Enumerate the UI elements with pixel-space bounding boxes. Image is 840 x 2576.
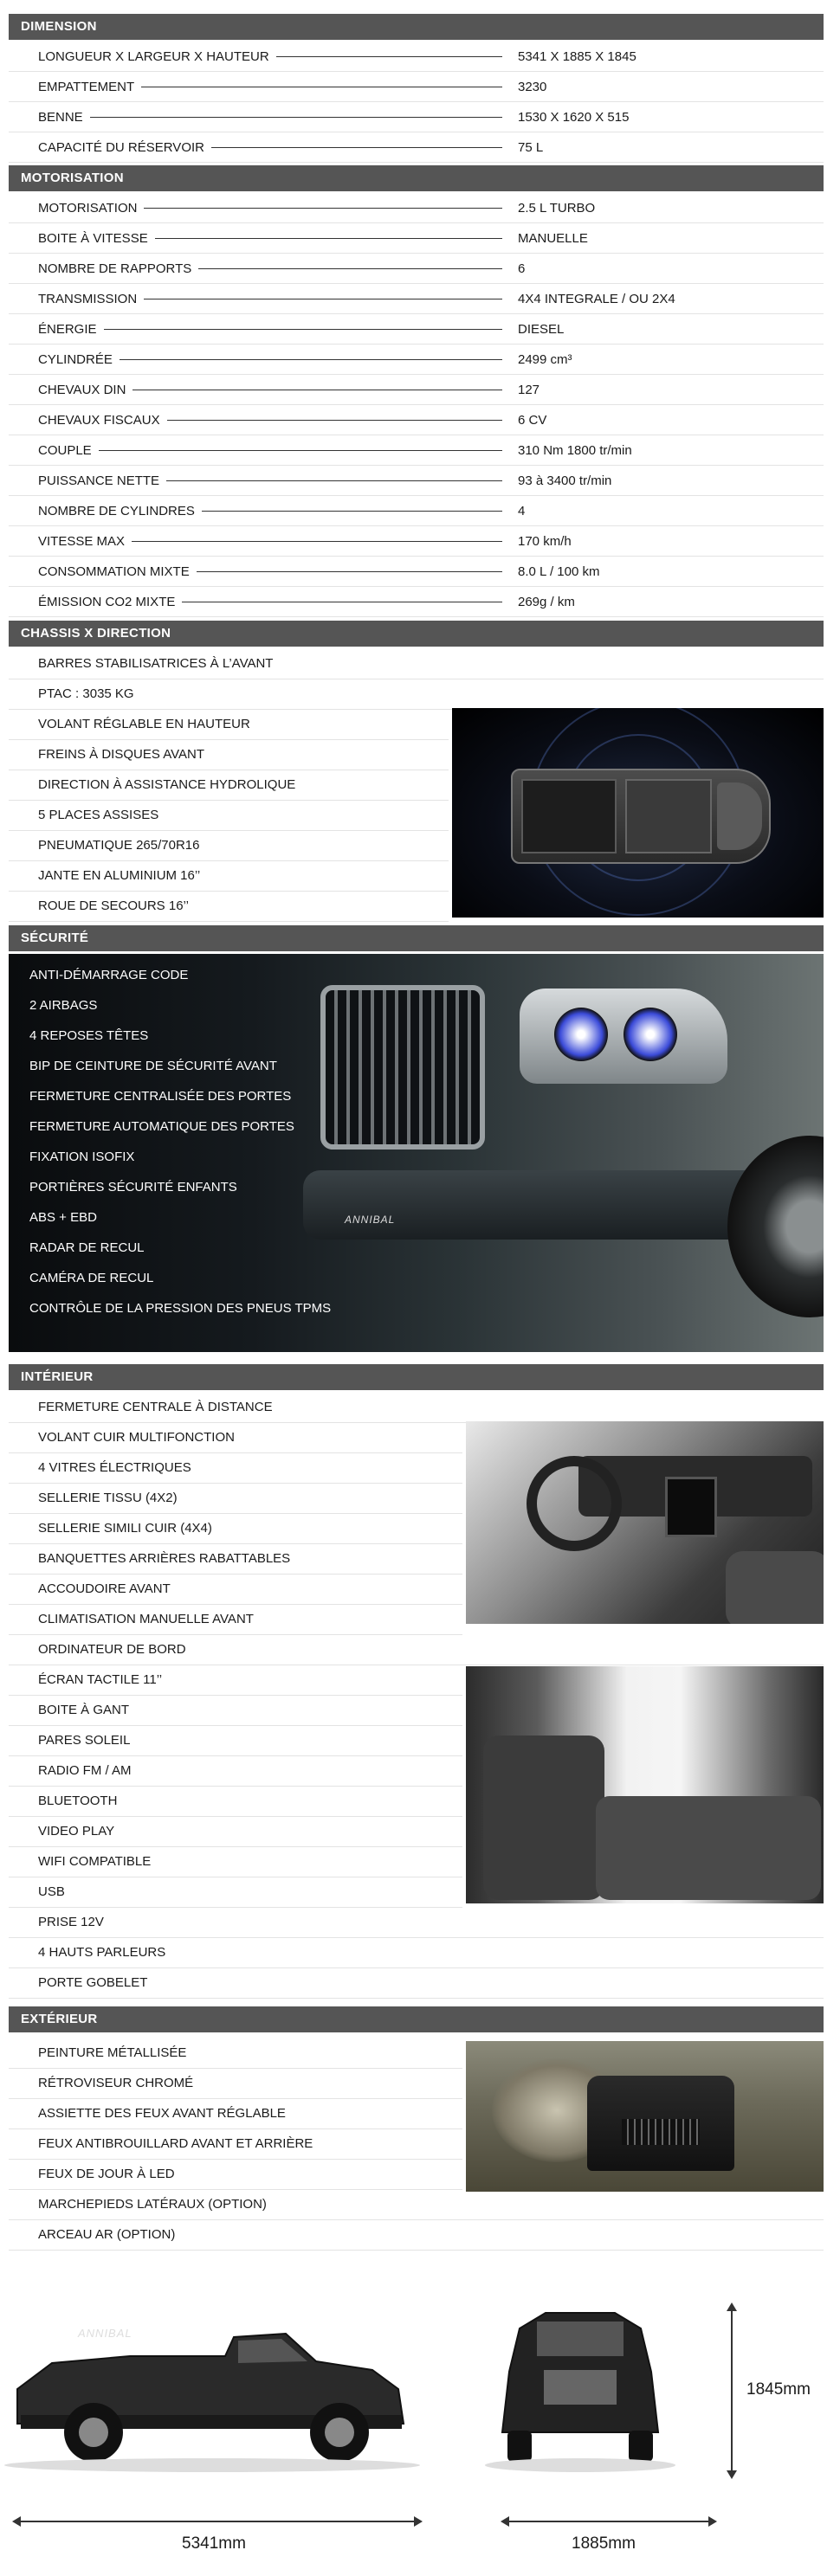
spec-row xyxy=(9,193,824,222)
spec-row xyxy=(9,254,824,283)
list-item: PARES SOLEIL xyxy=(9,1726,462,1755)
list-item: FERMETURE AUTOMATIQUE DES PORTES xyxy=(29,1119,294,1134)
list-item: BANQUETTES ARRIÈRES RABATTABLES xyxy=(9,1544,462,1574)
truck-hood xyxy=(717,782,762,850)
list-item: PEINTURE MÉTALLISÉE xyxy=(9,2038,462,2068)
spec-value: 4 xyxy=(514,504,525,518)
bumper xyxy=(303,1170,788,1240)
spec-value: 6 xyxy=(514,261,525,276)
spec-label: NOMBRE DE RAPPORTS xyxy=(38,261,198,276)
list-item: FREINS À DISQUES AVANT xyxy=(9,740,449,770)
list-item: ASSIETTE DES FEUX AVANT RÉGLABLE xyxy=(9,2099,462,2128)
spec-label: CHEVAUX FISCAUX xyxy=(38,413,167,428)
spec-value: 4X4 INTEGRALE / OU 2X4 xyxy=(514,292,675,306)
list-item: 4 VITRES ÉLECTRIQUES xyxy=(9,1453,462,1483)
spec-row xyxy=(9,72,824,101)
list-item: RADIO FM / AM xyxy=(9,1756,462,1786)
list-item: WIFI COMPATIBLE xyxy=(9,1847,462,1877)
spec-value: 5341 X 1885 X 1845 xyxy=(514,49,636,64)
length-dimension-line xyxy=(16,2521,418,2522)
list-item: SELLERIE SIMILI CUIR (4X4) xyxy=(9,1514,462,1543)
list-item: FEUX ANTIBROUILLARD AVANT ET ARRIÈRE xyxy=(9,2129,462,2159)
list-item: JANTE EN ALUMINIUM 16’’ xyxy=(9,861,449,891)
list-item: 4 REPOSES TÊTES xyxy=(29,1028,149,1043)
section-header-dimension: DIMENSION xyxy=(9,14,824,40)
chassis-image xyxy=(452,708,824,918)
spec-label: BENNE xyxy=(38,110,90,125)
list-item: VOLANT CUIR MULTIFONCTION xyxy=(9,1423,462,1452)
spec-label: ÉMISSION CO2 MIXTE xyxy=(38,595,182,609)
spec-value: 2.5 L TURBO xyxy=(514,201,595,216)
seat xyxy=(726,1551,824,1624)
list-item: CONTRÔLE DE LA PRESSION DES PNEUS TPMS xyxy=(29,1301,332,1316)
spec-label: EMPATTEMENT xyxy=(38,80,141,94)
spec-label: VITESSE MAX xyxy=(38,534,132,549)
section-header-exterieur: EXTÉRIEUR xyxy=(9,2006,824,2032)
spec-label: TRANSMISSION xyxy=(38,292,144,306)
list-item: FERMETURE CENTRALE À DISTANCE xyxy=(9,1393,824,1422)
bumper-badge: ANNIBAL xyxy=(345,1214,396,1226)
list-item: PORTIÈRES SÉCURITÉ ENFANTS xyxy=(29,1180,237,1195)
spec-row xyxy=(9,42,824,71)
section-header-chassis: CHASSIS X DIRECTION xyxy=(9,621,824,647)
lens xyxy=(554,1008,608,1061)
list-item: PTAC : 3035 KG xyxy=(9,679,824,709)
spec-value: 269g / km xyxy=(514,595,575,609)
spec-row xyxy=(9,223,824,253)
spec-value: 170 km/h xyxy=(514,534,572,549)
list-item: 5 PLACES ASSISES xyxy=(9,801,449,830)
spec-row xyxy=(9,284,824,313)
list-item: ORDINATEUR DE BORD xyxy=(9,1635,824,1665)
list-item: ACCOUDOIRE AVANT xyxy=(9,1575,462,1604)
spec-row xyxy=(9,375,824,404)
list-item: CAMÉRA DE RECUL xyxy=(29,1271,154,1285)
width-value: 1885mm xyxy=(572,2534,636,2553)
spec-label: CONSOMMATION MIXTE xyxy=(38,564,197,579)
side-badge: ANNIBAL xyxy=(78,2327,132,2340)
spec-row xyxy=(9,587,824,616)
spec-value: 1530 X 1620 X 515 xyxy=(514,110,629,125)
list-item: FIXATION ISOFIX xyxy=(29,1150,135,1164)
leader-line xyxy=(38,450,502,451)
wheel xyxy=(727,1136,824,1317)
rear-bench xyxy=(596,1796,821,1900)
spec-label: MOTORISATION xyxy=(38,201,144,216)
spec-row xyxy=(9,526,824,556)
spec-row xyxy=(9,345,824,374)
offroad-image xyxy=(466,2041,824,2192)
width-dimension-line xyxy=(504,2521,712,2522)
steering-wheel xyxy=(527,1456,622,1551)
list-item: VIDEO PLAY xyxy=(9,1817,462,1846)
spec-label: CYLINDRÉE xyxy=(38,352,120,367)
spec-label: BOITE À VITESSE xyxy=(38,231,155,246)
spec-row xyxy=(9,314,824,344)
spec-value: 6 CV xyxy=(514,413,546,428)
leader-line xyxy=(38,329,502,330)
list-item: ROUE DE SECOURS 16’’ xyxy=(9,892,449,921)
spec-value: 310 Nm 1800 tr/min xyxy=(514,443,632,458)
rear-seats-image xyxy=(466,1666,824,1903)
truck-side-view xyxy=(0,2259,840,2576)
spec-row xyxy=(9,466,824,495)
spec-value: 93 à 3400 tr/min xyxy=(514,473,611,488)
spec-label: NOMBRE DE CYLINDRES xyxy=(38,504,202,518)
spec-value: DIESEL xyxy=(514,322,564,337)
arrow-right-icon xyxy=(414,2516,423,2527)
list-item: ÉCRAN TACTILE 11’’ xyxy=(9,1665,462,1695)
dashboard-image xyxy=(466,1421,824,1624)
front-grille xyxy=(320,985,485,1150)
list-item: USB xyxy=(9,1877,462,1907)
spec-row xyxy=(9,557,824,586)
list-item: ARCEAU AR (OPTION) xyxy=(9,2220,824,2250)
list-item: PNEUMATIQUE 265/70R16 xyxy=(9,831,449,860)
spec-row xyxy=(9,435,824,465)
arrow-right-icon xyxy=(708,2516,717,2527)
spec-label: PUISSANCE NETTE xyxy=(38,473,166,488)
list-item: SELLERIE TISSU (4X2) xyxy=(9,1484,462,1513)
spec-value: MANUELLE xyxy=(514,231,588,246)
spec-value: 127 xyxy=(514,383,540,397)
list-item: ABS + EBD xyxy=(29,1210,97,1225)
list-item: FERMETURE CENTRALISÉE DES PORTES xyxy=(29,1089,292,1104)
list-item: ANTI-DÉMARRAGE CODE xyxy=(29,968,189,982)
list-item: 2 AIRBAGS xyxy=(29,998,98,1013)
list-item: FEUX DE JOUR À LED xyxy=(9,2160,462,2189)
spec-row xyxy=(9,102,824,132)
list-item: BARRES STABILISATRICES À L’AVANT xyxy=(9,649,824,679)
arrow-up-icon xyxy=(727,2302,737,2311)
length-value: 5341mm xyxy=(182,2534,246,2553)
arrow-left-icon xyxy=(501,2516,509,2527)
height-dimension-line xyxy=(731,2306,733,2472)
list-item: PRISE 12V xyxy=(9,1908,824,1937)
spec-row xyxy=(9,405,824,435)
arrow-down-icon xyxy=(727,2470,737,2479)
list-item: RÉTROVISEUR CHROMÉ xyxy=(9,2069,462,2098)
headlamp xyxy=(520,989,727,1084)
section-header-interieur: INTÉRIEUR xyxy=(9,1364,824,1390)
spec-label: COUPLE xyxy=(38,443,99,458)
list-item: RADAR DE RECUL xyxy=(29,1240,145,1255)
list-item: CLIMATISATION MANUELLE AVANT xyxy=(9,1605,462,1634)
spec-row xyxy=(9,132,824,162)
seat xyxy=(483,1736,604,1900)
leader-line xyxy=(38,117,502,118)
dimension-drawing xyxy=(0,2259,840,2576)
section-header-securite: SÉCURITÉ xyxy=(9,925,824,951)
section-header-motorisation: MOTORISATION xyxy=(9,165,824,191)
spec-label: CHEVAUX DIN xyxy=(38,383,132,397)
list-item: 4 HAUTS PARLEURS xyxy=(9,1938,824,1967)
list-item: VOLANT RÉGLABLE EN HAUTEUR xyxy=(9,710,449,739)
list-item: BOITE À GANT xyxy=(9,1696,462,1725)
spec-value: 2499 cm³ xyxy=(514,352,572,367)
arrow-left-icon xyxy=(12,2516,21,2527)
spec-label: ÉNERGIE xyxy=(38,322,104,337)
spec-value: 3230 xyxy=(514,80,546,94)
list-item: BIP DE CEINTURE DE SÉCURITÉ AVANT xyxy=(29,1059,277,1073)
list-item: MARCHEPIEDS LATÉRAUX (OPTION) xyxy=(9,2190,824,2219)
spec-value: 75 L xyxy=(514,140,543,155)
spec-row xyxy=(9,496,824,525)
list-item: DIRECTION À ASSISTANCE HYDROLIQUE xyxy=(9,770,449,800)
grille xyxy=(622,2119,700,2145)
list-item: PORTE GOBELET xyxy=(9,1968,824,1998)
spec-label: CAPACITÉ DU RÉSERVOIR xyxy=(38,140,211,155)
spec-label: LONGUEUR X LARGEUR X HAUTEUR xyxy=(38,49,276,64)
list-item: BLUETOOTH xyxy=(9,1787,462,1816)
height-value: 1845mm xyxy=(746,2380,811,2399)
truck-cabin xyxy=(625,779,712,853)
lens xyxy=(624,1008,677,1061)
truck-bed xyxy=(521,779,617,853)
truck-front xyxy=(587,2076,734,2171)
touch-screen xyxy=(665,1477,717,1537)
truck-top-view xyxy=(511,769,771,864)
securite-banner xyxy=(9,954,824,1352)
spec-value: 8.0 L / 100 km xyxy=(514,564,600,579)
